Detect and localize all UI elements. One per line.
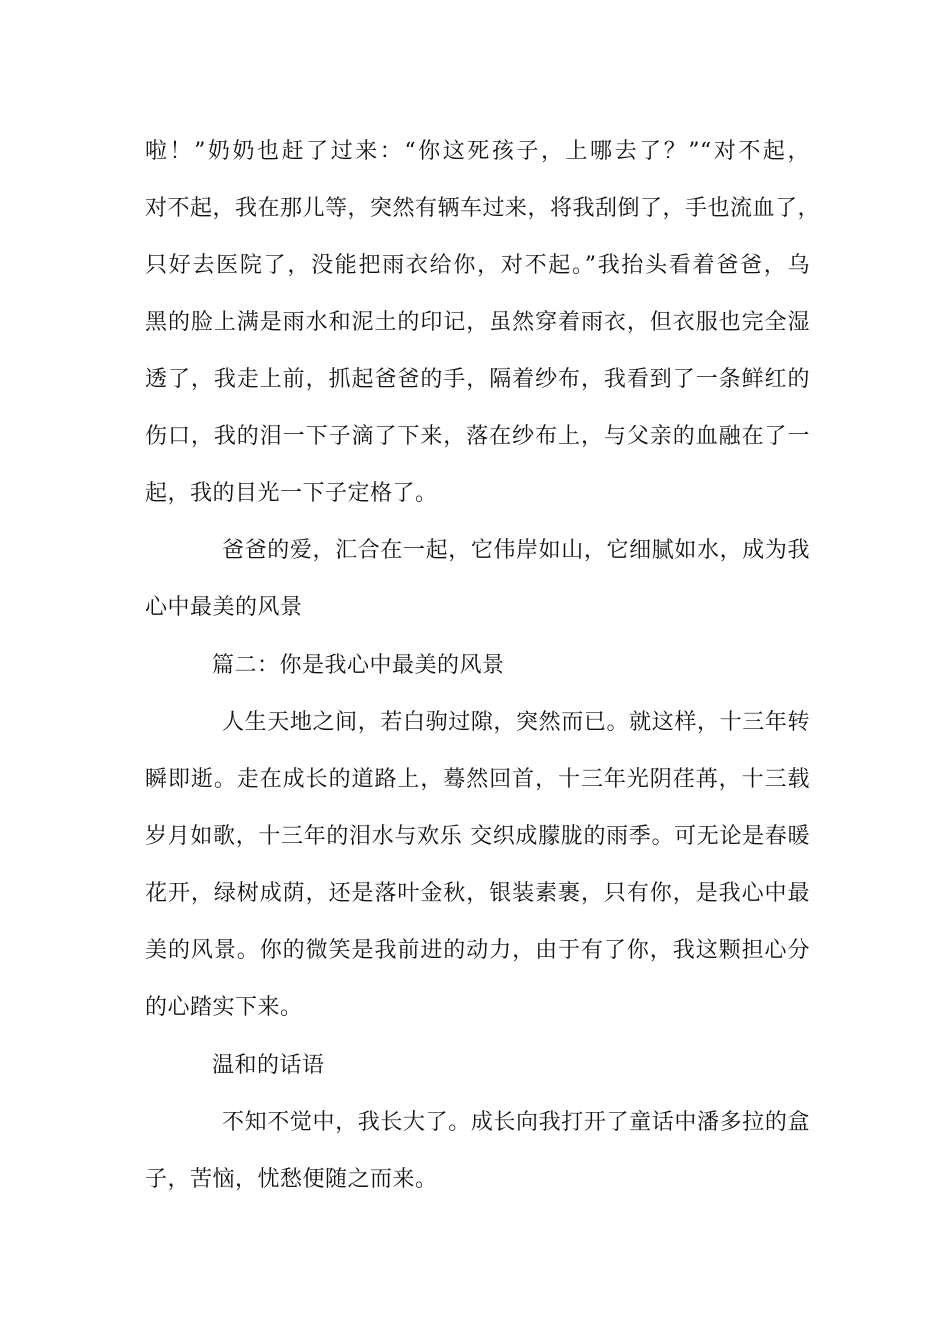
text-line: 透了，我走上前，抓起爸爸的手，隔着纱布，我看到了一条鲜红的 xyxy=(145,367,810,392)
text-line: 瞬即逝。走在成长的道路上，蓦然回首，十三年光阴荏苒，十三载 xyxy=(145,767,810,792)
text-line: 花开，绿树成荫，还是落叶金秋，银装素裹，只有你，是我心中最 xyxy=(145,881,810,906)
text-line: 黑的脸上满是雨水和泥土的印记，虽然穿着雨衣，但衣服也完全湿 xyxy=(145,310,810,335)
text-line: 不知不觉中，我长大了。成长向我打开了童话中潘多拉的盒 xyxy=(222,1110,810,1135)
section-heading: 篇二：你是我心中最美的风景 xyxy=(212,653,505,678)
text-line: 对不起，我在那儿等，突然有辆车过来，将我刮倒了，手也流血了， xyxy=(145,196,821,221)
text-line: 起，我的目光一下子定格了。 xyxy=(145,481,438,506)
text-line: 伤口，我的泪一下子滴了下来，落在纱布上，与父亲的血融在了一 xyxy=(145,424,810,449)
text-line: 的心踏实下来。 xyxy=(145,995,303,1020)
text-line: 只好去医院了，没能把雨衣给你，对不起。”我抬头看着爸爸，乌 xyxy=(145,253,810,278)
text-line: 人生天地之间，若白驹过隙，突然而已。就这样，十三年转 xyxy=(222,710,810,735)
text-line: 心中最美的风景 xyxy=(145,595,303,620)
text-line: 爸爸的爱，汇合在一起，它伟岸如山，它细腻如水，成为我 xyxy=(222,538,810,563)
subheading: 温和的话语 xyxy=(212,1053,325,1078)
text-line: 啦！”奶奶也赶了过来：“你这死孩子，上哪去了？”“对不起， xyxy=(145,139,810,164)
text-line: 子，苦恼，忧愁便随之而来。 xyxy=(145,1167,438,1192)
text-line: 美的风景。你的微笑是我前进的动力，由于有了你，我这颗担心分 xyxy=(145,938,810,963)
text-line: 岁月如歌，十三年的泪水与欢乐 交织成朦胧的雨季。可无论是春暖 xyxy=(145,824,810,849)
